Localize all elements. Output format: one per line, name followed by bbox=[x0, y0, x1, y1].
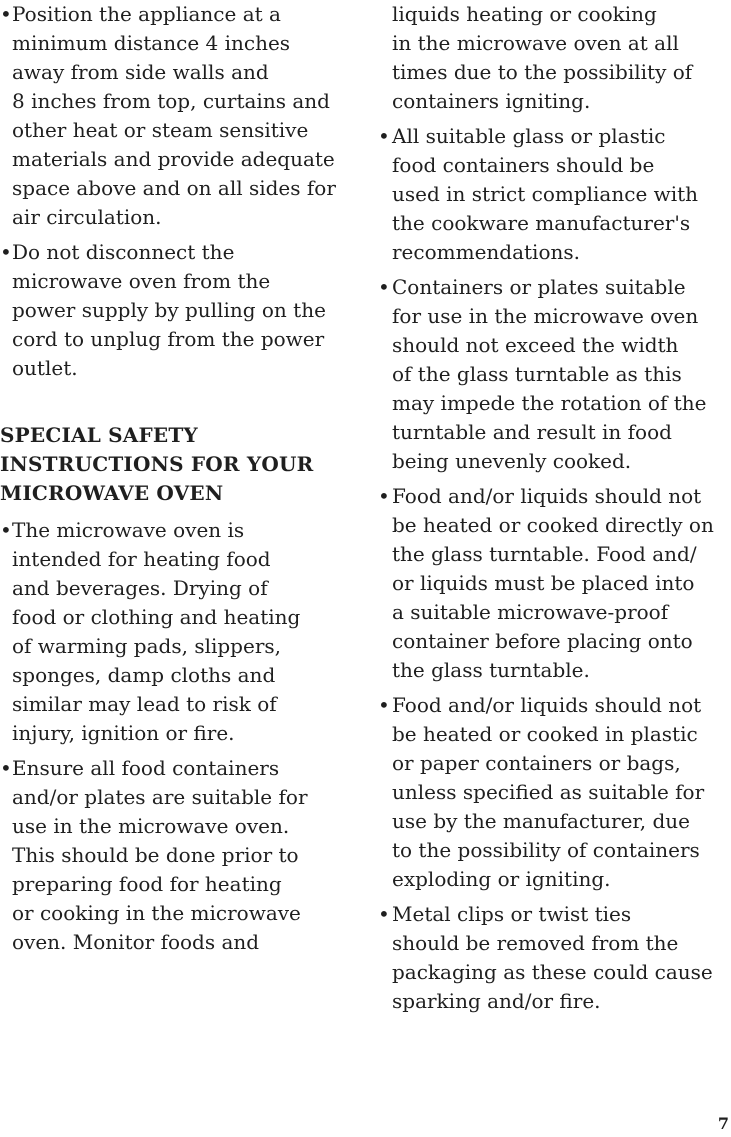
text-line: being unevenly cooked. bbox=[392, 449, 632, 473]
text-line: the cookware manufacturer's bbox=[392, 211, 691, 235]
bullet-item bbox=[0, 0, 352, 232]
bullet-marker: • bbox=[0, 756, 12, 780]
text-line: of the glass turntable as this bbox=[392, 362, 682, 386]
text-line: recommendations. bbox=[392, 240, 580, 264]
text-line: packaging as these could cause bbox=[392, 960, 713, 984]
bullet-marker: • bbox=[378, 693, 390, 717]
text-line: should be removed from the bbox=[392, 931, 679, 955]
bullet-item bbox=[378, 482, 731, 685]
text-line: similar may lead to risk of bbox=[12, 692, 277, 716]
text-line: be heated or cooked directly on bbox=[392, 513, 714, 537]
text-line: sponges, damp cloths and bbox=[12, 663, 276, 687]
text-line: or paper containers or bags, bbox=[392, 751, 681, 775]
bullet-marker: • bbox=[378, 484, 390, 508]
text-line: INSTRUCTIONS FOR YOUR bbox=[0, 452, 314, 476]
section-heading bbox=[0, 421, 352, 508]
text-line: oven. Monitor foods and bbox=[12, 930, 260, 954]
text-line: containers igniting. bbox=[392, 89, 591, 113]
text-line: preparing food for heating bbox=[12, 872, 282, 896]
text-line: food containers should be bbox=[392, 153, 655, 177]
text-line: times due to the possibility of bbox=[392, 60, 693, 84]
text-line: The microwave oven is bbox=[12, 518, 245, 542]
bullet-item bbox=[0, 754, 352, 957]
text-line: Food and/or liquids should not bbox=[392, 693, 702, 717]
text-line: outlet. bbox=[12, 356, 78, 380]
bullet-list-top bbox=[0, 0, 352, 383]
text-line: or liquids must be placed into bbox=[392, 571, 695, 595]
text-line: Metal clips or twist ties bbox=[392, 902, 632, 926]
text-line: other heat or steam sensitive bbox=[12, 118, 309, 142]
text-line: MICROWAVE OVEN bbox=[0, 481, 224, 505]
text-line: Ensure all food containers bbox=[12, 756, 280, 780]
text-line: the glass turntable. bbox=[392, 658, 590, 682]
text-line: liquids heating or cooking bbox=[392, 2, 657, 26]
bullet-list-right bbox=[378, 122, 731, 1016]
text-line: used in strict compliance with bbox=[392, 182, 699, 206]
bullet-marker: • bbox=[378, 275, 390, 299]
bullet-item bbox=[378, 273, 731, 476]
text-line: for use in the microwave oven bbox=[392, 304, 699, 328]
bullet-marker: • bbox=[378, 124, 390, 148]
text-line: microwave oven from the bbox=[12, 269, 271, 293]
text-line: injury, ignition or fire. bbox=[12, 721, 235, 745]
text-line: a suitable microwave-proof bbox=[392, 600, 669, 624]
text-line: food or clothing and heating bbox=[12, 605, 301, 629]
left-column bbox=[0, 0, 352, 957]
text-line: should not exceed the width bbox=[392, 333, 679, 357]
text-line: container before placing onto bbox=[392, 629, 693, 653]
bullet-item bbox=[378, 900, 731, 1016]
text-line: in the microwave oven at all bbox=[392, 31, 679, 55]
text-line: minimum distance 4 inches bbox=[12, 31, 291, 55]
bullet-marker: • bbox=[0, 2, 12, 26]
right-column bbox=[378, 0, 731, 1016]
text-line: away from side walls and bbox=[12, 60, 269, 84]
text-line: use by the manufacturer, due bbox=[392, 809, 690, 833]
text-line: may impede the rotation of the bbox=[392, 391, 707, 415]
text-line: unless specified as suitable for bbox=[392, 780, 705, 804]
continued-paragraph bbox=[378, 0, 731, 116]
text-line: materials and provide adequate bbox=[12, 147, 335, 171]
text-line: of warming pads, slippers, bbox=[12, 634, 281, 658]
bullet-marker: • bbox=[0, 240, 12, 264]
bullet-item bbox=[0, 238, 352, 383]
text-line: SPECIAL SAFETY bbox=[0, 423, 198, 447]
text-line: exploding or igniting. bbox=[392, 867, 611, 891]
text-line: 8 inches from top, curtains and bbox=[12, 89, 330, 113]
text-line: turntable and result in food bbox=[392, 420, 672, 444]
text-line: power supply by pulling on the bbox=[12, 298, 326, 322]
text-line: be heated or cooked in plastic bbox=[392, 722, 698, 746]
text-line: This should be done prior to bbox=[12, 843, 299, 867]
text-line: Containers or plates suitable bbox=[392, 275, 686, 299]
text-line: the glass turntable. Food and/ bbox=[392, 542, 697, 566]
text-line: or cooking in the microwave bbox=[12, 901, 301, 925]
text-line: Food and/or liquids should not bbox=[392, 484, 702, 508]
text-line: All suitable glass or plastic bbox=[392, 124, 666, 148]
bullet-marker: • bbox=[0, 518, 12, 542]
text-line: space above and on all sides for bbox=[12, 176, 336, 200]
text-line: and/or plates are suitable for bbox=[12, 785, 308, 809]
text-line: cord to unplug from the power bbox=[12, 327, 325, 351]
bullet-item bbox=[378, 691, 731, 894]
bullet-list-bottom bbox=[0, 516, 352, 957]
text-line: and beverages. Drying of bbox=[12, 576, 268, 600]
text-line: intended for heating food bbox=[12, 547, 271, 571]
text-line: air circulation. bbox=[12, 205, 162, 229]
bullet-item bbox=[0, 516, 352, 748]
bullet-marker: • bbox=[378, 902, 390, 926]
page-number: 7 bbox=[717, 1114, 729, 1133]
text-line: sparking and/or fire. bbox=[392, 989, 601, 1013]
bullet-item bbox=[378, 122, 731, 267]
text-line: use in the microwave oven. bbox=[12, 814, 290, 838]
text-line: to the possibility of containers bbox=[392, 838, 700, 862]
text-line: Position the appliance at a bbox=[12, 2, 281, 26]
text-line: Do not disconnect the bbox=[12, 240, 235, 264]
